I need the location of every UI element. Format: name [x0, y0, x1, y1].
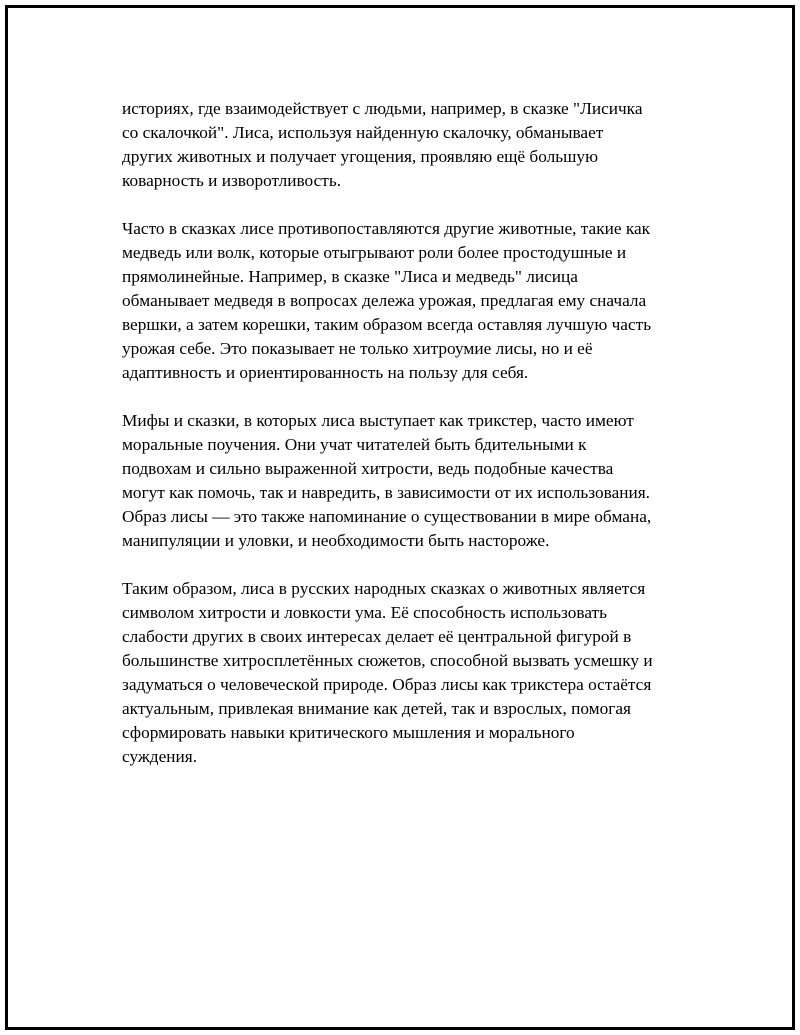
page-frame: [5, 5, 795, 1030]
paragraph-1: историях, где взаимодействует с людьми, например, в сказке "Лисичка со скалочкой". Лиса, используя найденную скалочку, обманывает других животных и получает угощения, проявляю ещё большую коварность и изворотливость.: [122, 99, 643, 190]
paragraph-4: Таким образом, лиса в русских народных сказках о животных является символом хитрости и ловкости ума. Её способность использовать слабости других в своих интересах делает её центральной фигурой в большинстве хитросплетённых сюжетов, способной вызвать усмешку и задуматься о человеческой природе. Образ лисы как трикстера остаётся актуальным, привлекая внимание как детей, так и взрослых, помогая сформировать навыки критического мышления и морального суждения.: [122, 579, 653, 766]
paragraph-3: Мифы и сказки, в которых лиса выступает как трикстер, часто имеют моральные поучения. Они учат читателей быть бдительными к подвохам и сильно выраженной хитрости, ведь подобные качества могут как помочь, так и навредить, в зависимости от их использования. Образ лисы — это также напоминание о существовании в мире обмана, манипуляции и уловки, и необходимости быть настороже.: [122, 411, 652, 550]
page-content: [122, 97, 722, 769]
paragraph-2: Часто в сказках лисе противопоставляются другие животные, такие как медведь или волк, которые отыгрывают роли более простодушные и прямолинейные. Например, в сказке "Лиса и медведь" лисица обманывает медведя в вопросах дележа урожая, предлагая ему сначала вершки, а затем корешки, таким образом всегда оставляя лучшую часть урожая себе. Это показывает не только хитроумие лисы, но и её адаптивность и ориентированность на пользу для себя.: [122, 219, 652, 382]
